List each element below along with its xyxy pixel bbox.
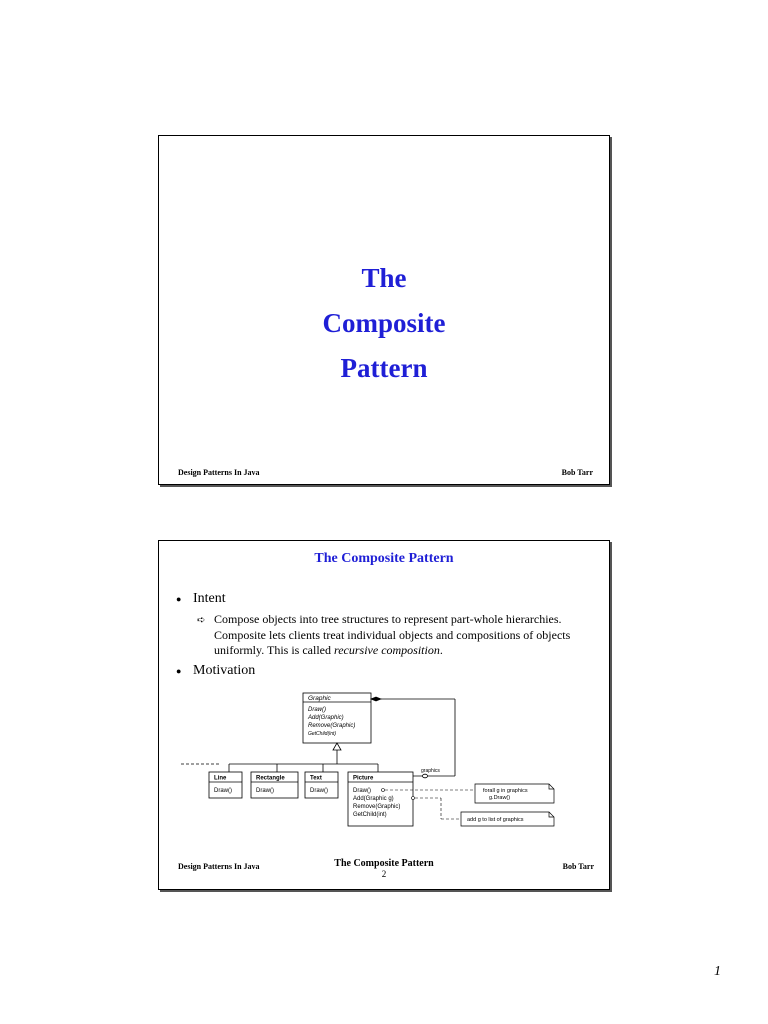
note-add-text: add g to list of graphics (467, 817, 524, 823)
inheritance-connector (181, 743, 378, 772)
intent-text: Compose objects into tree structures to represent part-whole hierarchies. Composite lets clients treat individual objects and compositions of objects uniformly. This is called (214, 612, 571, 657)
bullet-label: Intent (193, 591, 226, 606)
uml-picture-class (348, 772, 413, 826)
note-draw-line: forall g in graphics (483, 788, 528, 794)
rectangle-op: Draw() (256, 788, 274, 794)
aggregation-connector (371, 697, 455, 778)
footer-author: Bob Tarr (562, 862, 594, 871)
uml-class-diagram (159, 681, 609, 841)
note-add (461, 812, 554, 826)
footer-course: Design Patterns In Java (178, 862, 260, 871)
intent-italic: recursive composition (333, 643, 440, 657)
picture-op: Draw() (353, 788, 371, 794)
graphic-op: Add(Graphic) (308, 715, 344, 721)
bullet-intent (176, 591, 226, 607)
title-line-3: Pattern (340, 353, 428, 383)
title-line-1: The (361, 263, 407, 293)
line-class-name: Line (214, 775, 227, 782)
intent-end: . (439, 643, 443, 657)
footer-course: Design Patterns In Java (178, 468, 260, 477)
graphic-op: Remove(Graphic) (308, 723, 356, 729)
footer-slide-number: 2 (381, 869, 387, 879)
note-draw-line: g.Draw() (489, 795, 511, 801)
graphic-class-name: Graphic (308, 695, 331, 702)
footer-author: Bob Tarr (561, 468, 593, 477)
picture-op: Add(Graphic g) (353, 796, 394, 802)
bullet-motivation (176, 663, 255, 679)
slide-title (158, 135, 610, 485)
footer-center (159, 858, 609, 879)
page-number: 1 (714, 964, 721, 979)
intent-description (197, 612, 602, 659)
rectangle-class-name: Rectangle (256, 775, 285, 782)
text-op: Draw() (310, 788, 328, 794)
slide-heading: The Composite Pattern (314, 551, 454, 566)
picture-op: Remove(Graphic) (353, 804, 401, 810)
graphics-role-label: graphics (421, 768, 440, 774)
slide-title-text (159, 256, 609, 391)
arrow-bullet-icon: ➪ (197, 615, 206, 626)
bullet-dot-icon: ● (176, 665, 182, 676)
uml-text-class (305, 772, 338, 798)
bullet-label: Motivation (193, 663, 256, 678)
picture-op: GetChild(int) (353, 812, 387, 818)
picture-class-name: Picture (353, 775, 374, 782)
footer-center-title: The Composite Pattern (334, 858, 434, 869)
uml-graphic-class (303, 693, 371, 743)
uml-rectangle-class (251, 772, 298, 798)
line-op: Draw() (214, 788, 232, 794)
text-class-name: Text (310, 775, 322, 782)
note-draw (475, 784, 554, 803)
graphic-op: GetChild(int) (308, 731, 337, 737)
title-line-2: Composite (322, 308, 446, 338)
bullet-dot-icon: ● (176, 593, 182, 604)
graphic-op: Draw() (308, 707, 326, 713)
slide-composite (158, 540, 610, 890)
uml-line-class (209, 772, 242, 798)
